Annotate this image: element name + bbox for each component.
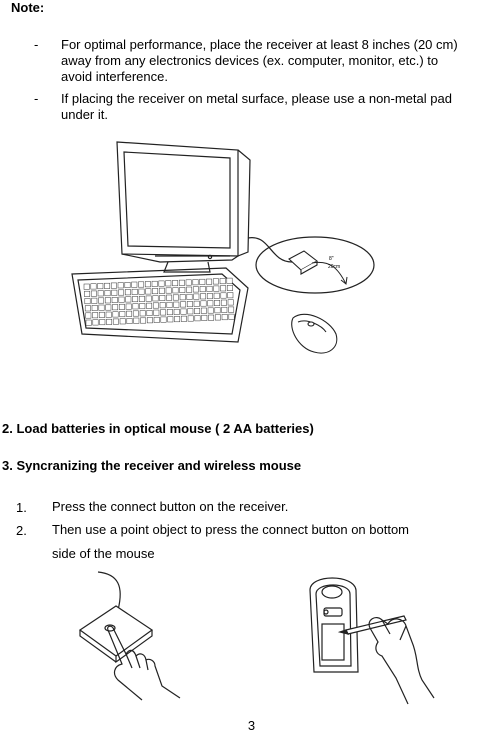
- keyboard-key: [159, 281, 164, 286]
- keyboard-key: [160, 310, 165, 315]
- keyboard-key: [126, 304, 131, 309]
- keyboard-key: [112, 305, 117, 310]
- keyboard-key: [186, 280, 191, 285]
- keyboard-key: [146, 289, 151, 294]
- keyboard-key: [153, 303, 158, 308]
- keyboard-key: [118, 283, 123, 288]
- keyboard-key: [202, 315, 207, 320]
- keyboard-key: [112, 297, 117, 302]
- keyboard-key: [160, 295, 165, 300]
- step-2-line-2: side of the mouse: [52, 546, 155, 561]
- keyboard-key: [214, 300, 219, 305]
- keyboard-key: [161, 317, 166, 322]
- keyboard-key: [133, 304, 138, 309]
- keyboard-key: [84, 284, 89, 289]
- keyboard-key: [132, 296, 137, 301]
- keyboard-key: [152, 288, 157, 293]
- keyboard-key: [132, 289, 137, 294]
- step-number: 1.: [16, 500, 27, 515]
- keyboard-key: [195, 316, 200, 321]
- keyboard-key: [201, 308, 206, 313]
- keyboard-key: [187, 294, 192, 299]
- keyboard-key: [112, 290, 117, 295]
- keyboard-key: [140, 318, 145, 323]
- keyboard-key: [215, 308, 220, 313]
- keyboard-key: [188, 309, 193, 314]
- keyboard-key: [105, 298, 110, 303]
- keyboard-key: [127, 318, 132, 323]
- keyboard-key: [91, 291, 96, 296]
- keyboard-key: [85, 298, 90, 303]
- keyboard-key: [146, 303, 151, 308]
- mouse-connect-illustration: [296, 568, 446, 708]
- step-1: [52, 497, 288, 517]
- note-bullet-2: [61, 91, 452, 123]
- keyboard-key: [214, 286, 219, 291]
- keyboard-key: [98, 291, 103, 296]
- keyboard-key: [220, 278, 225, 283]
- keyboard-key: [207, 286, 212, 291]
- keyboard-key: [85, 306, 90, 311]
- keyboard-key: [166, 295, 171, 300]
- keyboard-key: [92, 298, 97, 303]
- keyboard-key: [215, 315, 220, 320]
- keyboard-key: [84, 291, 89, 296]
- keyboard-key: [180, 295, 185, 300]
- distance-label-inches: 8": [329, 256, 334, 262]
- bullet-marker: -: [34, 37, 39, 52]
- keyboard-key: [166, 281, 171, 286]
- keyboard-key: [153, 296, 158, 301]
- keyboard-key: [119, 297, 124, 302]
- keyboard-key: [93, 320, 98, 325]
- keyboard-key: [139, 289, 144, 294]
- keyboard-key: [92, 313, 97, 318]
- keyboard-key: [147, 318, 152, 323]
- note-bullet-1: [61, 37, 458, 85]
- keyboard-key: [125, 290, 130, 295]
- keyboard-key: [139, 296, 144, 301]
- keyboard-key: [180, 287, 185, 292]
- keyboard-key: [152, 281, 157, 286]
- keyboard-key: [227, 278, 232, 283]
- keyboard-key: [126, 311, 131, 316]
- keyboard-key: [167, 309, 172, 314]
- keyboard-key: [186, 287, 191, 292]
- keyboard-key: [193, 280, 198, 285]
- keyboard-key: [181, 309, 186, 314]
- keyboard-key: [228, 293, 233, 298]
- step-2-line-1: Then use a point object to press the connect button on bottom: [52, 522, 410, 537]
- keyboard-key: [179, 280, 184, 285]
- keyboard-key: [174, 302, 179, 307]
- step-1-line-1: Press the connect button on the receiver.: [52, 499, 289, 514]
- keyboard-key: [173, 295, 178, 300]
- bullet-marker: -: [34, 91, 39, 106]
- keyboard-key: [92, 305, 97, 310]
- keyboard-key: [187, 301, 192, 306]
- keyboard-key: [125, 282, 130, 287]
- keyboard-key: [208, 315, 213, 320]
- keyboard-key: [91, 284, 96, 289]
- keyboard-key: [86, 313, 91, 318]
- keyboard-key: [146, 296, 151, 301]
- keyboard-key: [172, 280, 177, 285]
- keyboard-key: [106, 319, 111, 324]
- keyboard-key: [111, 283, 116, 288]
- note-bullet-2-line-1: If placing the receiver on metal surface, please use a non-metal pad: [61, 91, 452, 106]
- section-heading-sync: 3. Syncranizing the receiver and wireless mouse: [2, 458, 302, 473]
- keyboard-key: [214, 293, 219, 298]
- keyboard-key: [160, 303, 165, 308]
- keyboard-key: [174, 309, 179, 314]
- keyboard-key: [208, 301, 213, 306]
- keyboard-key: [118, 290, 123, 295]
- keyboard-key: [133, 311, 138, 316]
- keyboard-key: [134, 318, 139, 323]
- keyboard-key: [222, 307, 227, 312]
- keyboard-key: [147, 310, 152, 315]
- computer-setup-illustration: [60, 138, 420, 368]
- keyboard-key: [220, 286, 225, 291]
- keyboard-key: [181, 316, 186, 321]
- keyboard-key: [86, 320, 91, 325]
- keyboard-key: [104, 283, 109, 288]
- keyboard-key: [99, 305, 104, 310]
- keyboard-key: [200, 286, 205, 291]
- keyboard-key: [228, 307, 233, 312]
- keyboard-key: [194, 308, 199, 313]
- keyboard-key: [188, 316, 193, 321]
- keyboard-key: [194, 301, 199, 306]
- keyboard-key: [98, 298, 103, 303]
- keyboard-key: [100, 319, 105, 324]
- keyboard-key: [159, 288, 164, 293]
- keyboard-key: [154, 317, 159, 322]
- keyboard-key: [200, 279, 205, 284]
- keyboard-key: [228, 300, 233, 305]
- keyboard-key: [180, 302, 185, 307]
- keyboard-key: [222, 314, 227, 319]
- keyboard-key: [105, 290, 110, 295]
- keyboard-key: [208, 308, 213, 313]
- keyboard-key: [207, 293, 212, 298]
- keyboard-key: [113, 319, 118, 324]
- keyboard-key: [201, 301, 206, 306]
- keyboard-key: [99, 312, 104, 317]
- keyboard-key: [168, 317, 173, 322]
- keyboard-key: [106, 305, 111, 310]
- keyboard-key: [154, 310, 159, 315]
- keyboard-key: [229, 314, 234, 319]
- keyboard-key: [193, 287, 198, 292]
- note-bullet-1-line-1: For optimal performance, place the receiver at least 8 inches (20 cm): [61, 37, 458, 52]
- note-bullet-1-line-3: avoid interference.: [61, 69, 168, 84]
- keyboard-key: [120, 319, 125, 324]
- keyboard-key: [98, 283, 103, 288]
- receiver-connect-illustration: [70, 568, 200, 703]
- keyboard-key: [113, 312, 118, 317]
- note-title: Note:: [11, 0, 45, 15]
- keyboard-key: [166, 288, 171, 293]
- keyboard-key: [221, 293, 226, 298]
- note-bullet-1-line-2: away from any electronics devices (ex. computer, monitor, etc.) to: [61, 53, 439, 68]
- section-heading-batteries: 2. Load batteries in optical mouse ( 2 AA batteries): [2, 421, 314, 436]
- keyboard-key: [200, 294, 205, 299]
- keyboard-key: [173, 288, 178, 293]
- keyboard-key: [120, 311, 125, 316]
- keyboard-key: [213, 279, 218, 284]
- keyboard-key: [145, 282, 150, 287]
- keyboard-key: [140, 311, 145, 316]
- step-2: [52, 520, 409, 564]
- keyboard-key: [126, 297, 131, 302]
- keyboard-key: [167, 302, 172, 307]
- keyboard-key: [119, 304, 124, 309]
- keyboard-key: [194, 294, 199, 299]
- keyboard-key: [138, 282, 143, 287]
- keyboard-key: [174, 316, 179, 321]
- keyboard-key: [106, 312, 111, 317]
- step-number: 2.: [16, 523, 27, 538]
- keyboard-key: [140, 303, 145, 308]
- note-bullet-2-line-2: under it.: [61, 107, 108, 122]
- page-number: 3: [247, 718, 256, 733]
- keyboard-key: [206, 279, 211, 284]
- keyboard-key: [221, 300, 226, 305]
- distance-label-cm: 20cm: [328, 264, 341, 270]
- keyboard-key: [227, 285, 232, 290]
- keyboard-key: [132, 282, 137, 287]
